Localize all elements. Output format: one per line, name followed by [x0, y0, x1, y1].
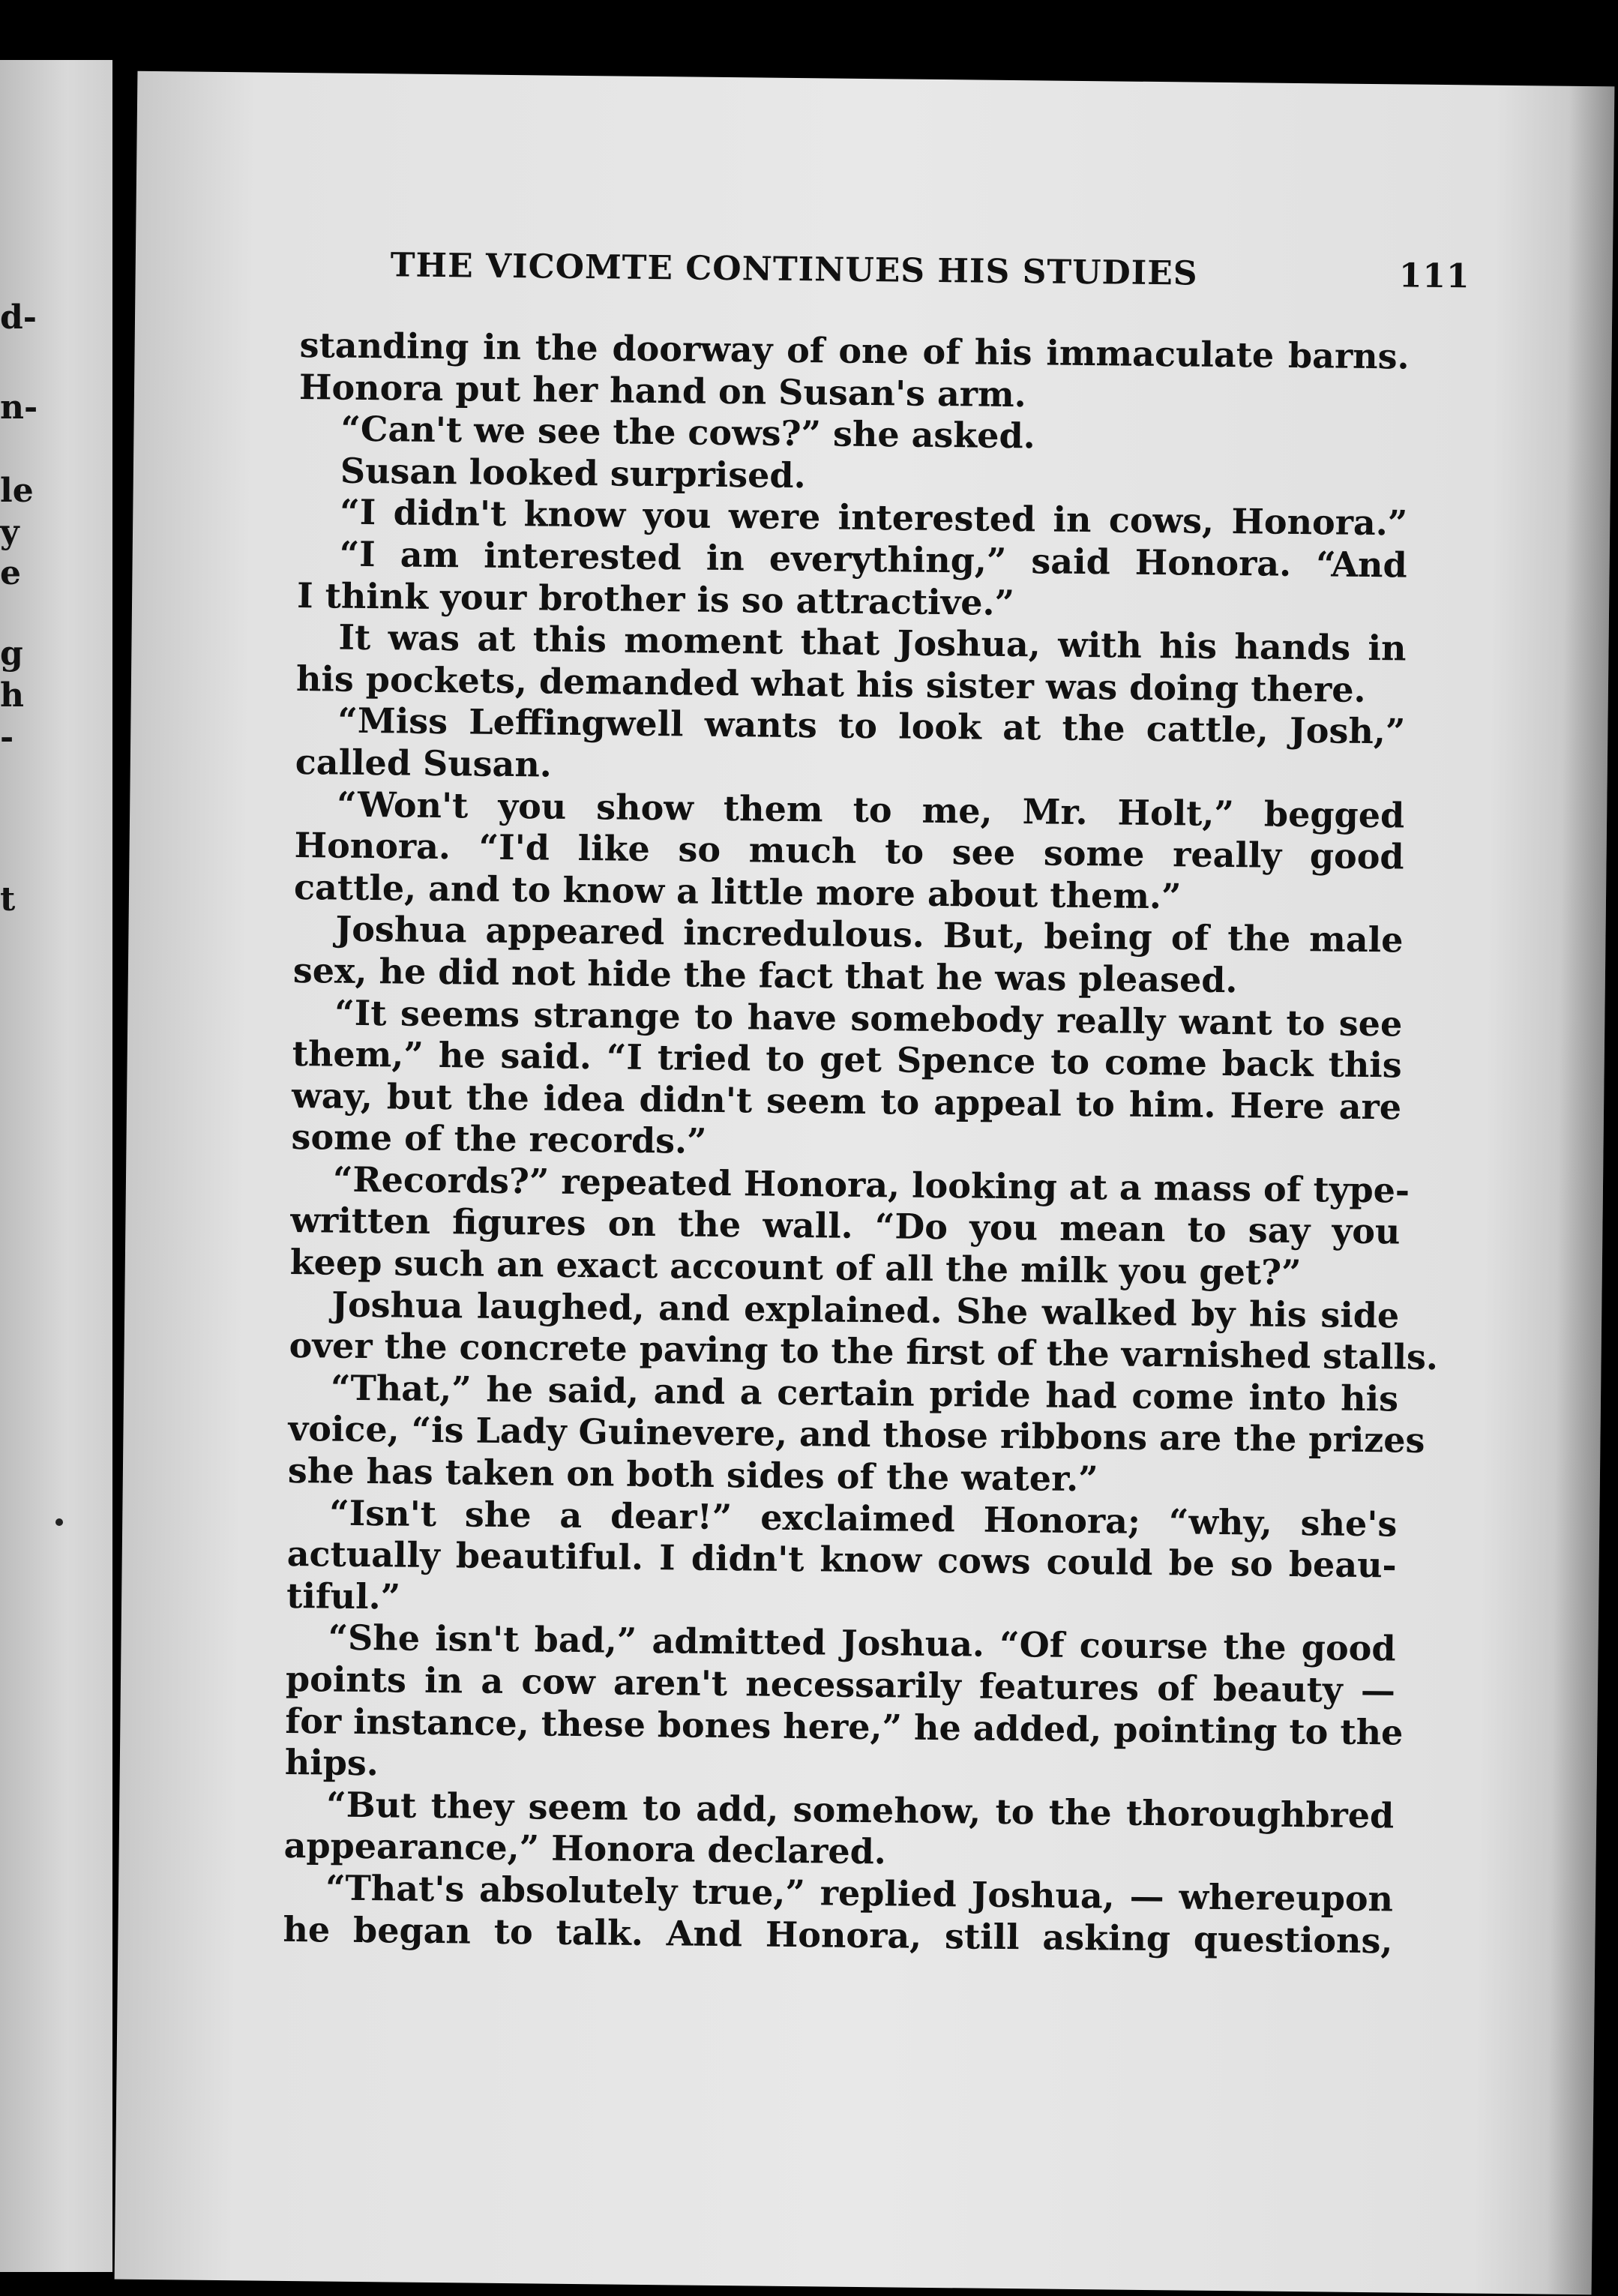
text-line: voice, “is Lady Guinevere, and those ribbons are the prizes	[288, 1408, 1425, 1461]
text-line: he began to talk. And Honora, still asking questions,	[283, 1908, 1393, 1961]
text-line: way, but the idea didn't seem to appeal to him. Here are	[291, 1075, 1402, 1128]
text-line: appearance,” Honora declared.	[283, 1825, 887, 1872]
text-line: “I didn't know you were interested in cows, Honora.”	[340, 492, 1408, 544]
text-line: “Miss Leffingwell wants to look at the cattle, Josh,”	[337, 700, 1406, 752]
text-line: “But they seem to add, somehow, to the thoroughbred	[325, 1784, 1395, 1836]
text-line: standing in the doorway of one of his immaculate barns.	[299, 325, 1410, 377]
text-line: “That's absolutely true,” replied Joshua, — whereupon	[325, 1867, 1394, 1920]
text-line: she has taken on both sides of the water.”	[287, 1450, 1098, 1500]
left-page-fragment: h	[0, 676, 24, 715]
body-text	[283, 325, 1439, 1962]
left-page-fragment: e	[0, 554, 21, 592]
text-line: tiful.”	[286, 1575, 401, 1617]
text-line: them,” he said. “I tried to get Spence to come back this	[292, 1033, 1402, 1086]
text-line: called Susan.	[295, 741, 553, 785]
text-line: “Won't you show them to me, Mr. Holt,” begged	[336, 784, 1405, 836]
left-page-fragment: d-	[0, 298, 37, 337]
text-line: I think your brother is so attractive.”	[296, 574, 1015, 623]
text-line: written figures on the wall. “Do you mean to say you	[290, 1200, 1401, 1252]
text-line: “I am interested in everything,” said Honora. “And	[339, 533, 1407, 586]
page-number: 111	[1398, 256, 1470, 296]
text-line: over the concrete paving to the first of the varnished stalls.	[289, 1325, 1439, 1378]
left-page-fragment: y	[0, 513, 19, 551]
text-line: Honora put her hand on Susan's arm.	[298, 366, 1027, 415]
text-line: sex, he did not hide the fact that he was pleased.	[292, 949, 1238, 1001]
left-page-fragment: -	[0, 718, 14, 757]
text-line: “Records?” repeated Honora, looking at a mass of type-	[332, 1158, 1410, 1211]
text-line: cattle, and to know a little more about them.”	[293, 866, 1182, 917]
text-line: points in a cow aren't necessarily features of beauty —	[285, 1658, 1396, 1711]
left-page-fragment: t	[0, 880, 16, 919]
text-line: It was at this moment that Joshua, with his hands in	[338, 616, 1407, 669]
text-line: Susan looked surprised.	[340, 450, 806, 496]
text-line: for instance, these bones here,” he added, pointing to the	[285, 1700, 1404, 1753]
page-edge-shadow	[1547, 86, 1615, 2295]
text-line: “Can't we see the cows?” she asked.	[340, 408, 1035, 457]
text-line: some of the records.”	[291, 1117, 707, 1162]
left-page-fragment: n-	[0, 388, 38, 427]
running-title: THE VICOMTE CONTINUES HIS STUDIES	[390, 246, 1198, 293]
text-line: keep such an exact account of all the milk you get?”	[289, 1242, 1302, 1293]
text-line: Honora. “I'd like so much to see some really good	[294, 825, 1404, 877]
text-line: “That,” he said, and a certain pride had come into his	[330, 1367, 1399, 1419]
text-line: “It seems strange to have somebody really want to see	[334, 992, 1403, 1044]
text-line: “She isn't bad,” admitted Joshua. “Of course the good	[328, 1617, 1396, 1669]
text-line: Joshua laughed, and explained. She walked by his side	[331, 1284, 1400, 1336]
running-head	[391, 246, 1470, 295]
text-line: Joshua appeared incredulous. But, being of the male	[335, 908, 1404, 961]
left-page-fragment: le	[0, 472, 34, 510]
text-line: “Isn't she a dear!” exclaimed Honora; “why, she's	[329, 1492, 1398, 1545]
left-page-margin	[0, 60, 112, 2272]
text-line: actually beautiful. I didn't know cows could be so beau-	[286, 1533, 1397, 1586]
book-page	[115, 71, 1615, 2295]
text-line: his pockets, demanded what his sister was doing there.	[295, 658, 1366, 710]
text-line: hips.	[284, 1742, 379, 1784]
left-page-dot	[55, 1518, 63, 1526]
left-page-fragment: g	[0, 634, 23, 673]
